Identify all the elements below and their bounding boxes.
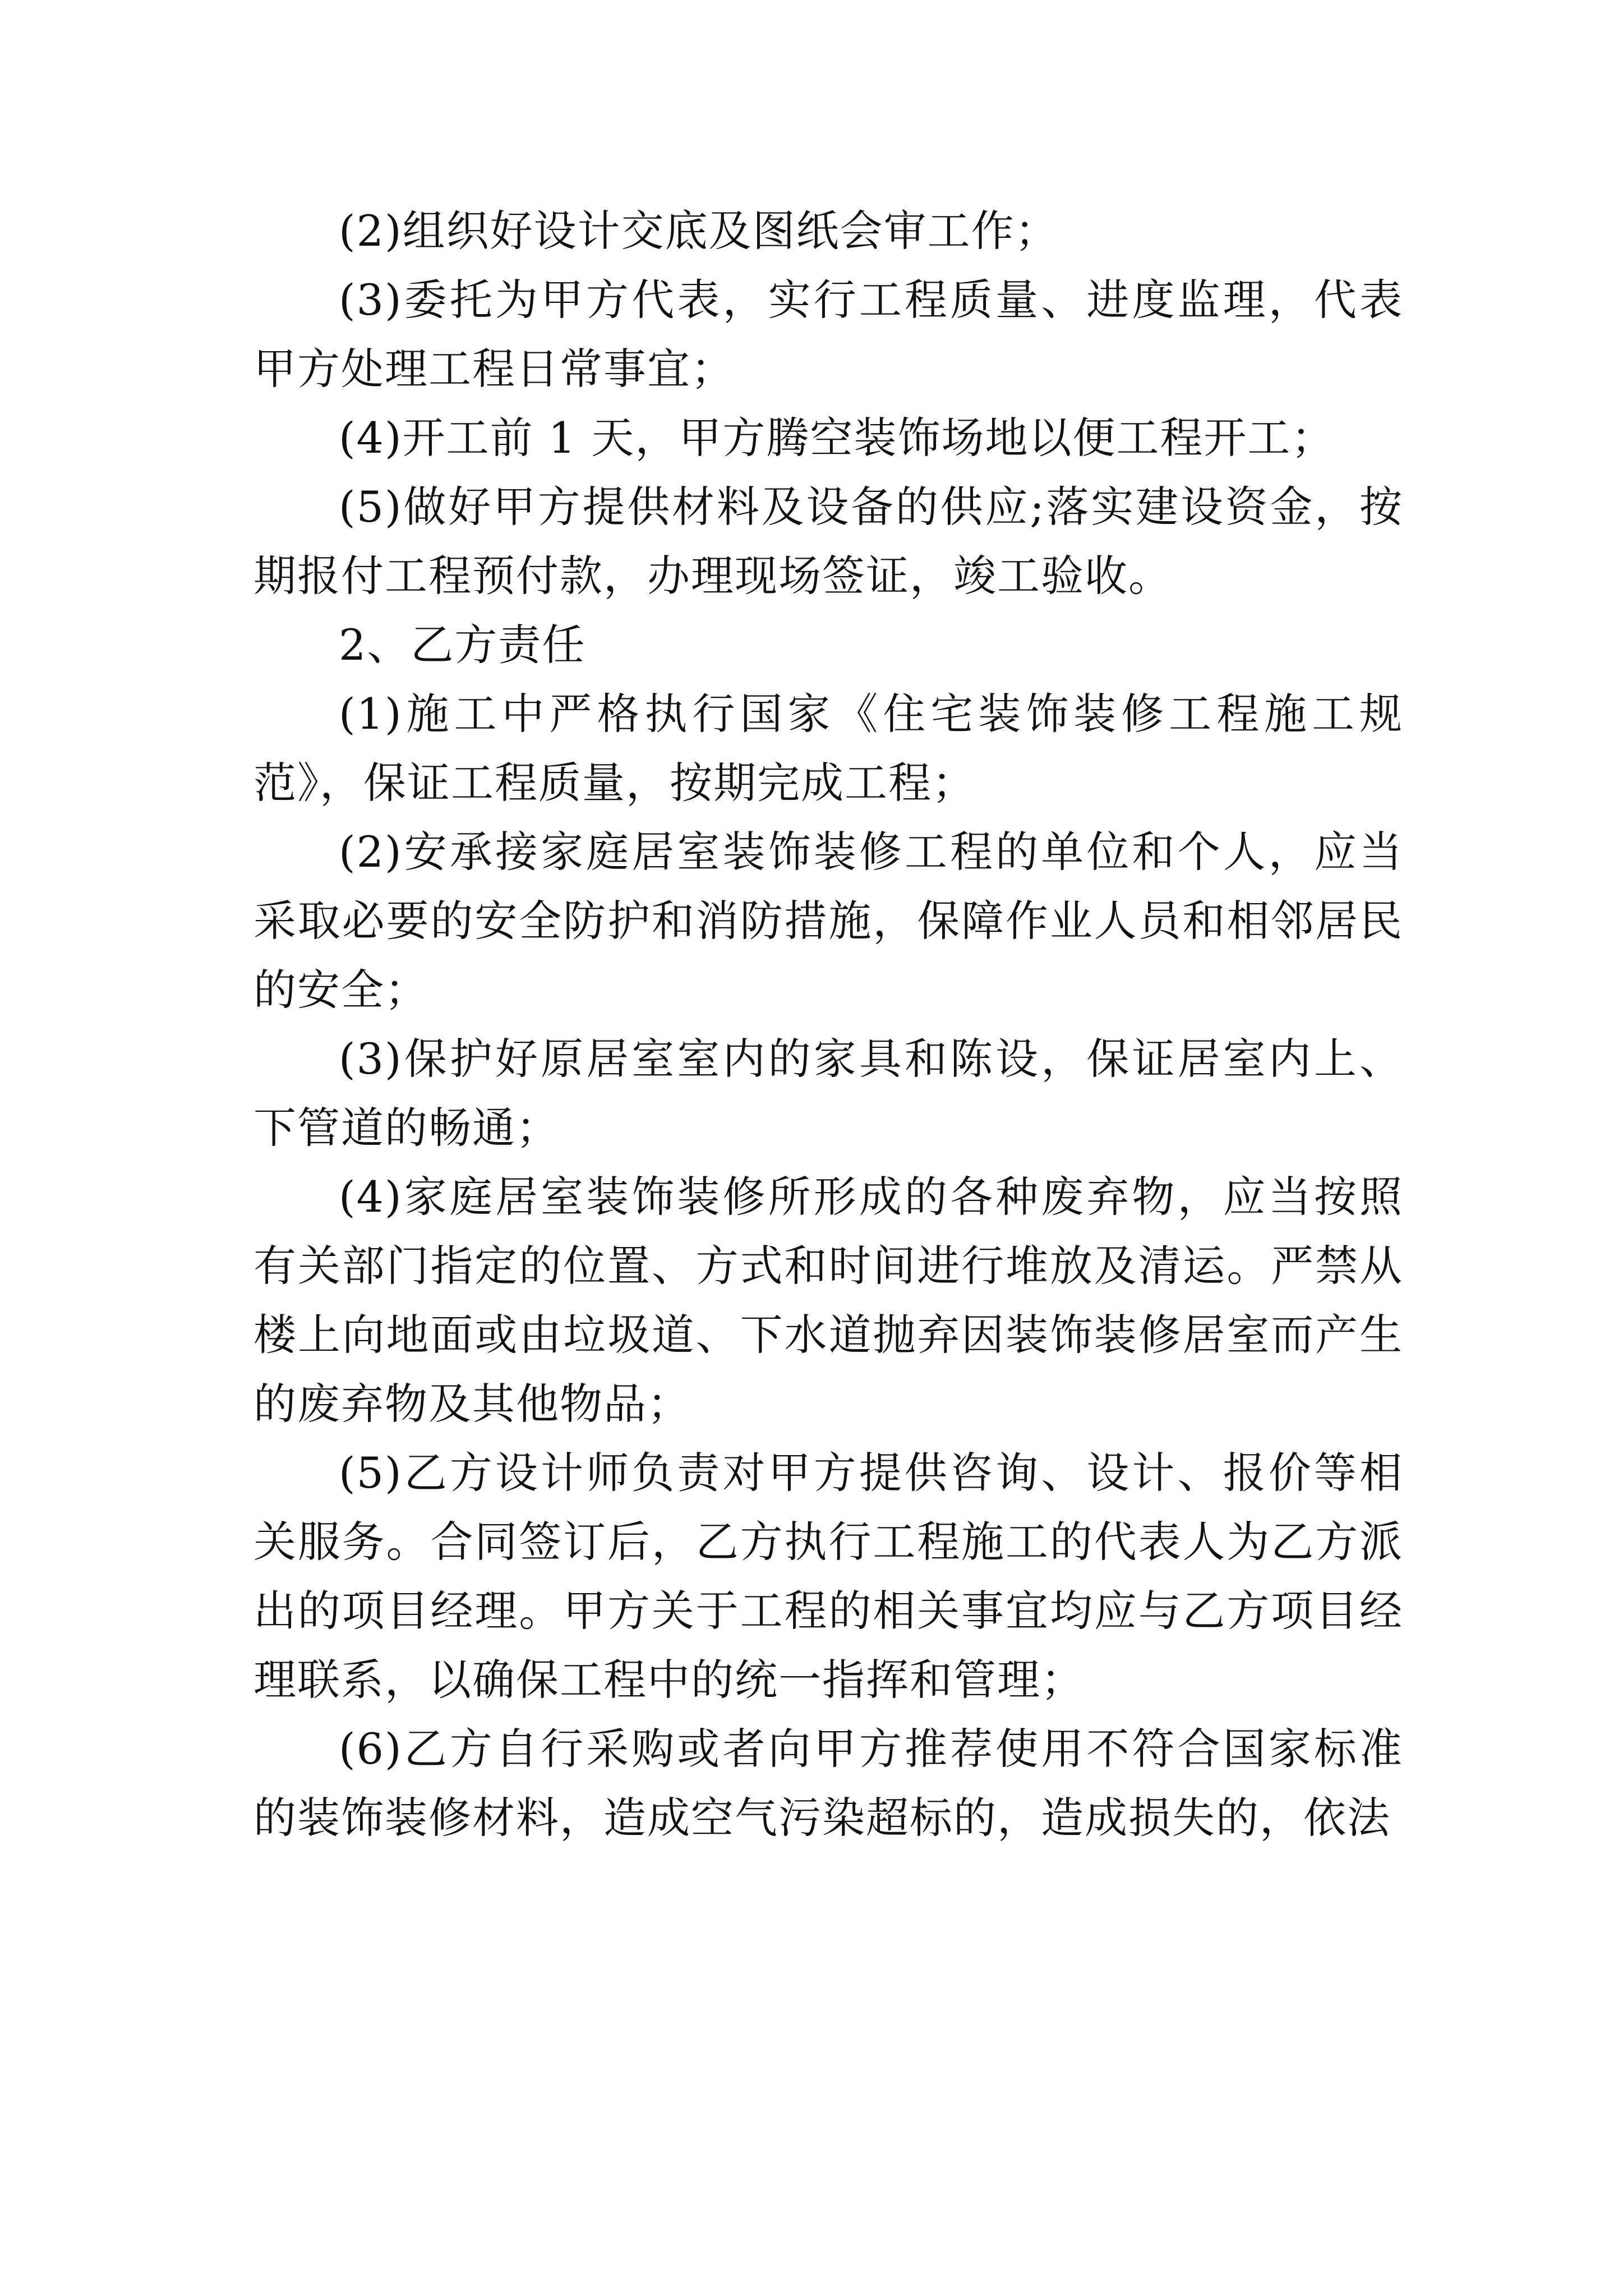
paragraph-site-clearing: (4)开工前 1 天，甲方腾空装饰场地以便工程开工； [339, 413, 1335, 463]
paragraph-design-briefing: (2)组织好设计交底及图纸会审工作； [339, 206, 1059, 256]
paragraph-materials-supply: (5)做好甲方提供材料及设备的供应;落实建设资金，按期报付工程预付款，办理现场签证，竣工验收。 [253, 482, 1403, 601]
paragraph-designer-services: (5)乙方设计师负责对甲方提供咨询、设计、报价等相关服务。合同签订后，乙方执行工程施工的代表人为乙方派出的项目经理。甲方关于工程的相关事宜均应与乙方项目经理联系，以确保工程中的统一指挥和管理； [253, 1448, 1403, 1705]
paragraph-party-a-representative: (3)委托为甲方代表，实行工程质量、进度监理，代表甲方处理工程日常事宜； [253, 275, 1403, 394]
paragraph-construction-standards: (1)施工中严格执行国家《住宅装饰装修工程施工规范》，保证工程质量，按期完成工程； [253, 689, 1403, 808]
section-heading-party-b: 2、乙方责任 [339, 620, 586, 670]
document-body [253, 196, 1403, 1852]
paragraph-materials-liability: (6)乙方自行采购或者向甲方推荐使用不符合国家标准的装饰装修材料，造成空气污染超标的，造成损失的，依法 [253, 1724, 1403, 1843]
paragraph-furniture-protection: (3)保护好原居室室内的家具和陈设，保证居室内上、下管道的畅通； [253, 1034, 1403, 1153]
paragraph-waste-disposal: (4)家庭居室装饰装修所形成的各种废弃物，应当按照有关部门指定的位置、方式和时间进行堆放及清运。严禁从楼上向地面或由垃圾道、下水道抛弃因装饰装修居室而产生的废弃物及其他物品； [253, 1172, 1403, 1429]
paragraph-safety-measures: (2)安承接家庭居室装饰装修工程的单位和个人，应当采取必要的安全防护和消防措施，保障作业人员和相邻居民的安全； [253, 827, 1403, 1015]
